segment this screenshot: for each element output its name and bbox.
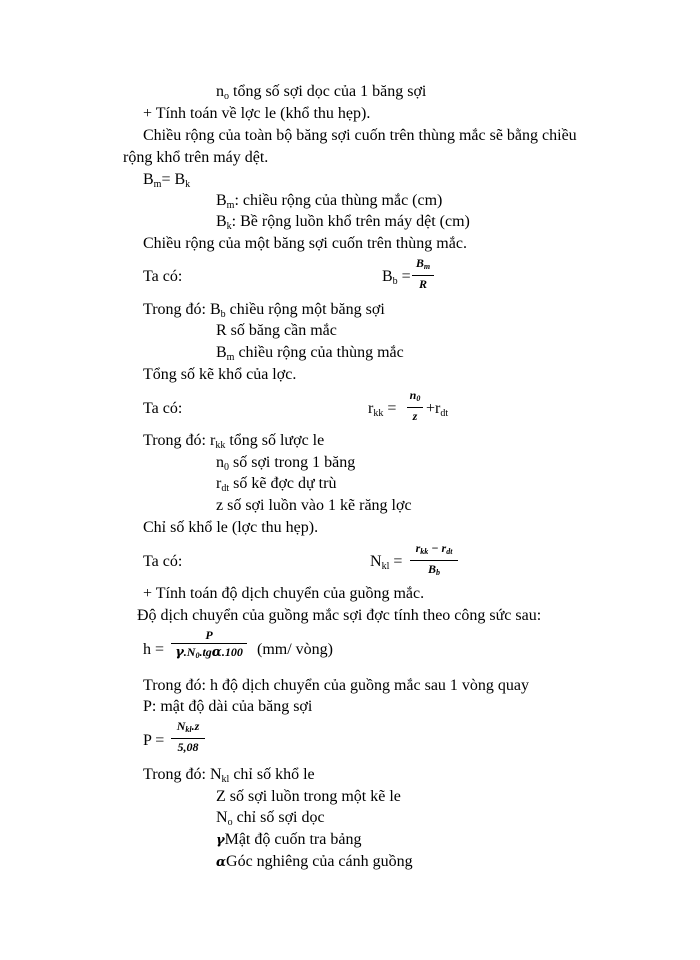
line-no-def: $n_o$ tổng số sợi dọc của 1 băng sợi: [216, 83, 427, 102]
def-bm-2: $B_m$ chiều rộng của thùng mắc: [216, 344, 404, 363]
def-z-2: Z số sợi luồn trong một kẽ le: [216, 788, 401, 805]
def-r: R số băng cần mắc: [216, 322, 337, 339]
paragraph-line-1: Chiều rộng của toàn bộ băng sợi cuốn trên thùng mắc sẽ bằng chiều: [143, 127, 577, 144]
fraction-rkk: n0 z: [407, 388, 423, 423]
def-bb: Trong đó: $B_b$ chiều rộng một băng sợi: [143, 301, 385, 320]
def-n0: $n_0$ số sợi trong 1 băng: [216, 454, 356, 473]
formula-rkk-lhs: $r_{kk}$ =: [368, 400, 397, 419]
fraction-bb: Bm R: [412, 256, 434, 291]
def-bk: $B_k$: Bề rộng luồn khổ trên máy dệt (cm): [216, 213, 470, 232]
def-z: z số sợi luồn vào 1 kẽ răng lợc: [216, 497, 412, 514]
def-h: Trong đó: h độ dịch chuyển của guồng mắc sau 1 vòng quay: [143, 677, 530, 694]
fraction-p: Nkl.z 5,08: [171, 719, 205, 754]
formula-h-unit: (mm/ vòng): [257, 641, 333, 658]
formula-nkl-lhs: $N_{kl}$ =: [370, 553, 403, 572]
def-p: P: mật độ dài của băng sợi: [143, 698, 313, 715]
fraction-h: P γ.N0.tgα.100: [171, 628, 247, 663]
paragraph-total-slots: Tổng số kẽ khổ của lợc.: [143, 366, 297, 383]
formula-rkk-plus: $+r_{dt}$: [426, 400, 449, 419]
formula-bb-lhs: $B_b$ =: [382, 268, 411, 287]
heading-reed-calc: + Tính toán về lợc le (khổ thu hẹp).: [143, 105, 371, 122]
label-ta-co-3: Ta có:: [143, 553, 183, 570]
def-bm: $B_m$: chiều rộng của thùng mắc (cm): [216, 192, 443, 211]
def-gamma: γMật độ cuốn tra bảng: [216, 831, 362, 848]
formula-p-lhs: P =: [143, 732, 165, 749]
def-alpha: αGóc nghiêng của cánh guồng: [216, 853, 413, 870]
def-rdt: $r_{dt}$ số kẽ đợc dự trù: [216, 475, 337, 494]
formula-h-lhs: h =: [143, 641, 165, 658]
label-ta-co-1: Ta có:: [143, 268, 183, 285]
def-nkl: Trong đó: $N_{kl}$ chỉ số khổ le: [143, 766, 315, 785]
def-no: $N_o$ chỉ số sợi dọc: [216, 809, 325, 828]
paragraph-reed-index: Chỉ số khổ le (lợc thu hẹp).: [143, 519, 319, 536]
fraction-nkl: rkk − rdt Bb: [410, 541, 458, 580]
label-ta-co-2: Ta có:: [143, 400, 183, 417]
paragraph-band-width: Chiều rộng của một băng sợi cuốn trên thùng mắc.: [143, 235, 467, 252]
heading-traverse-calc: + Tính toán độ dịch chuyển của guồng mắc.: [143, 585, 425, 602]
paragraph-line-2: rộng khổ trên máy dệt.: [123, 149, 269, 166]
equation-bm-bk: $B_m= B_k$: [143, 171, 191, 190]
paragraph-traverse-formula: Độ dịch chuyển của guồng mắc sợi đợc tính theo công sức sau:: [137, 607, 542, 624]
def-rkk: Trong đó: $r_{kk}$ tổng số lược le: [143, 432, 325, 451]
